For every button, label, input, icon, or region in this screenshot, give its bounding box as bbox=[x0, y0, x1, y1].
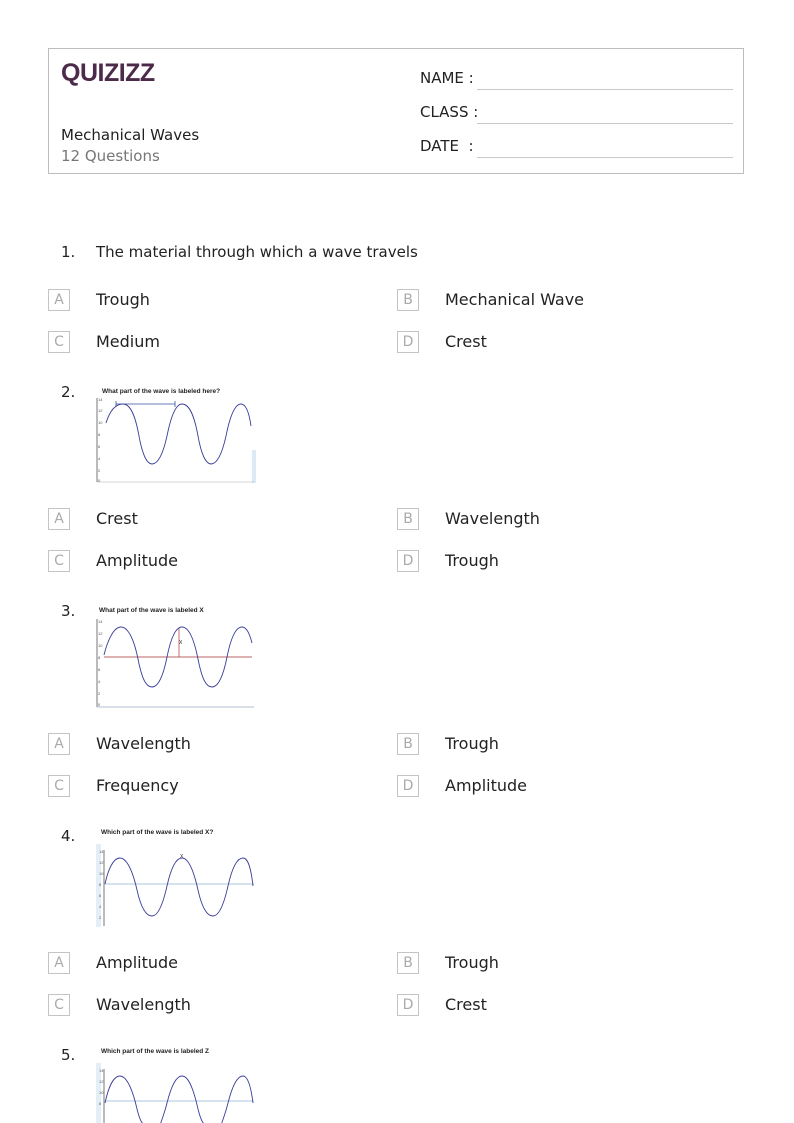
option-b[interactable]: B Wavelength bbox=[397, 508, 697, 532]
svg-text:12: 12 bbox=[98, 408, 103, 413]
option-a[interactable]: A Crest bbox=[48, 508, 348, 532]
svg-text:8: 8 bbox=[98, 655, 101, 660]
question-image bbox=[96, 824, 256, 927]
question-image bbox=[96, 380, 256, 483]
svg-text:6: 6 bbox=[98, 667, 101, 672]
question-number: 5. bbox=[61, 1046, 76, 1064]
svg-text:10: 10 bbox=[98, 643, 103, 648]
option-c[interactable]: C Frequency bbox=[48, 775, 348, 799]
option-c[interactable]: C Medium bbox=[48, 331, 348, 355]
option-c[interactable]: C Amplitude bbox=[48, 550, 348, 574]
svg-text:0: 0 bbox=[98, 478, 101, 483]
question-number: 2. bbox=[61, 383, 76, 401]
question-image bbox=[96, 1043, 256, 1123]
question-count: 12 Questions bbox=[61, 147, 160, 165]
svg-text:14: 14 bbox=[99, 849, 104, 854]
svg-text:8: 8 bbox=[98, 432, 101, 437]
quizizz-logo: QUIZIZZ bbox=[61, 59, 155, 87]
svg-text:12: 12 bbox=[99, 860, 104, 865]
svg-text:10: 10 bbox=[98, 420, 103, 425]
svg-text:4: 4 bbox=[99, 904, 102, 909]
class-field-label: CLASS : bbox=[420, 103, 479, 121]
image-caption: Which part of the wave is labeled Z bbox=[101, 1048, 209, 1055]
option-a[interactable]: A Trough bbox=[48, 289, 348, 313]
svg-text:10: 10 bbox=[99, 1090, 104, 1095]
image-caption: Which part of the wave is labeled X? bbox=[101, 829, 214, 836]
option-b[interactable]: B Mechanical Wave bbox=[397, 289, 697, 313]
option-b[interactable]: B Trough bbox=[397, 952, 697, 976]
svg-text:4: 4 bbox=[98, 456, 101, 461]
name-field-label: NAME : bbox=[420, 69, 474, 87]
worksheet-title: Mechanical Waves bbox=[61, 126, 200, 144]
question-number: 4. bbox=[61, 827, 76, 845]
svg-text:6: 6 bbox=[99, 893, 102, 898]
option-c[interactable]: C Wavelength bbox=[48, 994, 348, 1018]
svg-text:8: 8 bbox=[99, 1101, 102, 1106]
svg-text:14: 14 bbox=[98, 619, 103, 624]
svg-text:2: 2 bbox=[98, 468, 101, 473]
image-caption: What part of the wave is labeled here? bbox=[102, 388, 221, 395]
class-field-line[interactable] bbox=[477, 123, 733, 124]
svg-text:10: 10 bbox=[99, 871, 104, 876]
option-b[interactable]: B Trough bbox=[397, 733, 697, 757]
svg-text:6: 6 bbox=[98, 444, 101, 449]
svg-text:8: 8 bbox=[99, 882, 102, 887]
svg-text:4: 4 bbox=[98, 679, 101, 684]
worksheet-header bbox=[48, 48, 744, 174]
name-field-line[interactable] bbox=[477, 89, 733, 90]
question-image bbox=[96, 599, 256, 708]
option-a[interactable]: A Amplitude bbox=[48, 952, 348, 976]
svg-text:12: 12 bbox=[98, 631, 103, 636]
question-text: The material through which a wave travels bbox=[96, 243, 418, 261]
svg-text:2: 2 bbox=[98, 691, 101, 696]
label-x: X bbox=[180, 854, 184, 860]
image-caption: What part of the wave is labeled X bbox=[99, 607, 204, 614]
svg-text:2: 2 bbox=[99, 915, 102, 920]
option-d[interactable]: D Crest bbox=[397, 994, 697, 1018]
option-a[interactable]: A Wavelength bbox=[48, 733, 348, 757]
date-field-line[interactable] bbox=[477, 157, 733, 158]
label-x: X bbox=[179, 640, 183, 646]
option-d[interactable]: D Crest bbox=[397, 331, 697, 355]
svg-text:12: 12 bbox=[99, 1079, 104, 1084]
question-number: 3. bbox=[61, 602, 76, 620]
svg-text:14: 14 bbox=[99, 1068, 104, 1073]
date-field-label: DATE : bbox=[420, 137, 474, 155]
option-d[interactable]: D Trough bbox=[397, 550, 697, 574]
question-number: 1. bbox=[61, 243, 76, 261]
option-d[interactable]: D Amplitude bbox=[397, 775, 697, 799]
svg-text:14: 14 bbox=[98, 397, 103, 402]
svg-text:0: 0 bbox=[98, 702, 101, 707]
